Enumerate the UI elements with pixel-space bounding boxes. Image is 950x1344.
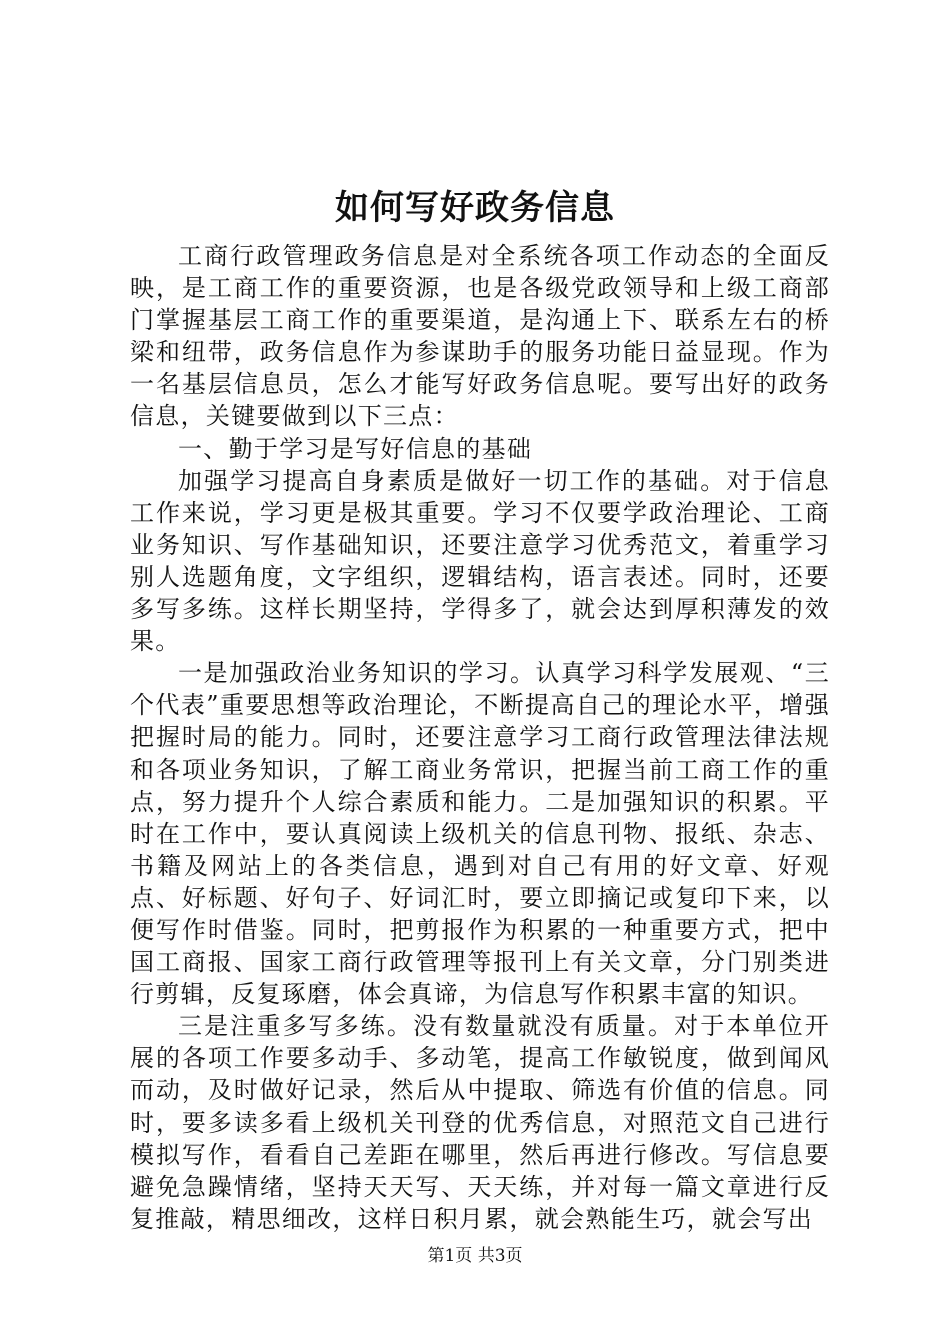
paragraph-study-basis: 加强学习提高自身素质是做好一切工作的基础。对于信息工作来说，学习更是极其重要。学习不仅要学政治理论、工商业务知识、写作基础知识，还要注意学习优秀范文，着重学习别人选题角度，文字组织，逻辑结构，语言表述。同时，还要多写多练。这样长期坚持，学得多了，就会达到厚积薄发的效果。: [130, 466, 830, 656]
section-heading-1: 一、勤于学习是写好信息的基础: [178, 434, 533, 463]
paragraph-practice: 三是注重多写多练。没有数量就没有质量。对于本单位开展的各项工作要多动手、多动笔，提高工作敏锐度，做到闻风而动，及时做好记录，然后从中提取、筛选有价值的信息。同时，要多读多看上级机关刊登的优秀信息，对照范文自己进行模拟写作，看看自己差距在哪里，然后再进行修改。写信息要避免急躁情绪，坚持天天写、天天练，并对每一篇文章进行反复推敲，精思细改，这样日积月累，就会熟能生巧，就会写出: [130, 1012, 830, 1233]
paragraph-political-study: 一是加强政治业务知识的学习。认真学习科学发展观、“三个代表”重要思想等政治理论，不断提高自己的理论水平，增强把握时局的能力。同时，还要注意学习工商行政管理法律法规和各项业务知识，了解工商业务常识，把握当前工商工作的重点，努力提升个人综合素质和能力。二是加强知识的积累。平时在工作中，要认真阅读上级机关的信息刊物、报纸、杂志、书籍及网站上的各类信息，遇到对自己有用的好文章、好观点、好标题、好句子、好词汇时，要立即摘记或复印下来，以便写作时借鉴。同时，把剪报作为积累的一种重要方式，把中国工商报、国家工商行政管理等报刊上有关文章，分门别类进行剪辑，反复琢磨，体会真谛，为信息写作积累丰富的知识。: [130, 659, 830, 1009]
paragraph-intro: 工商行政管理政务信息是对全系统各项工作动态的全面反映，是工商工作的重要资源，也是各级党政领导和上级工商部门掌握基层工商工作的重要渠道，是沟通上下、联系左右的桥梁和纽带，政务信息作为参谋助手的服务功能日益显现。作为一名基层信息员，怎么才能写好政务信息呢。要写出好的政务信息，关键要做到以下三点：: [130, 242, 830, 431]
document-body: [130, 240, 830, 1235]
page-number-footer: 第1页 共3页: [427, 1246, 523, 1266]
document-title: 如何写好政务信息: [335, 188, 615, 228]
